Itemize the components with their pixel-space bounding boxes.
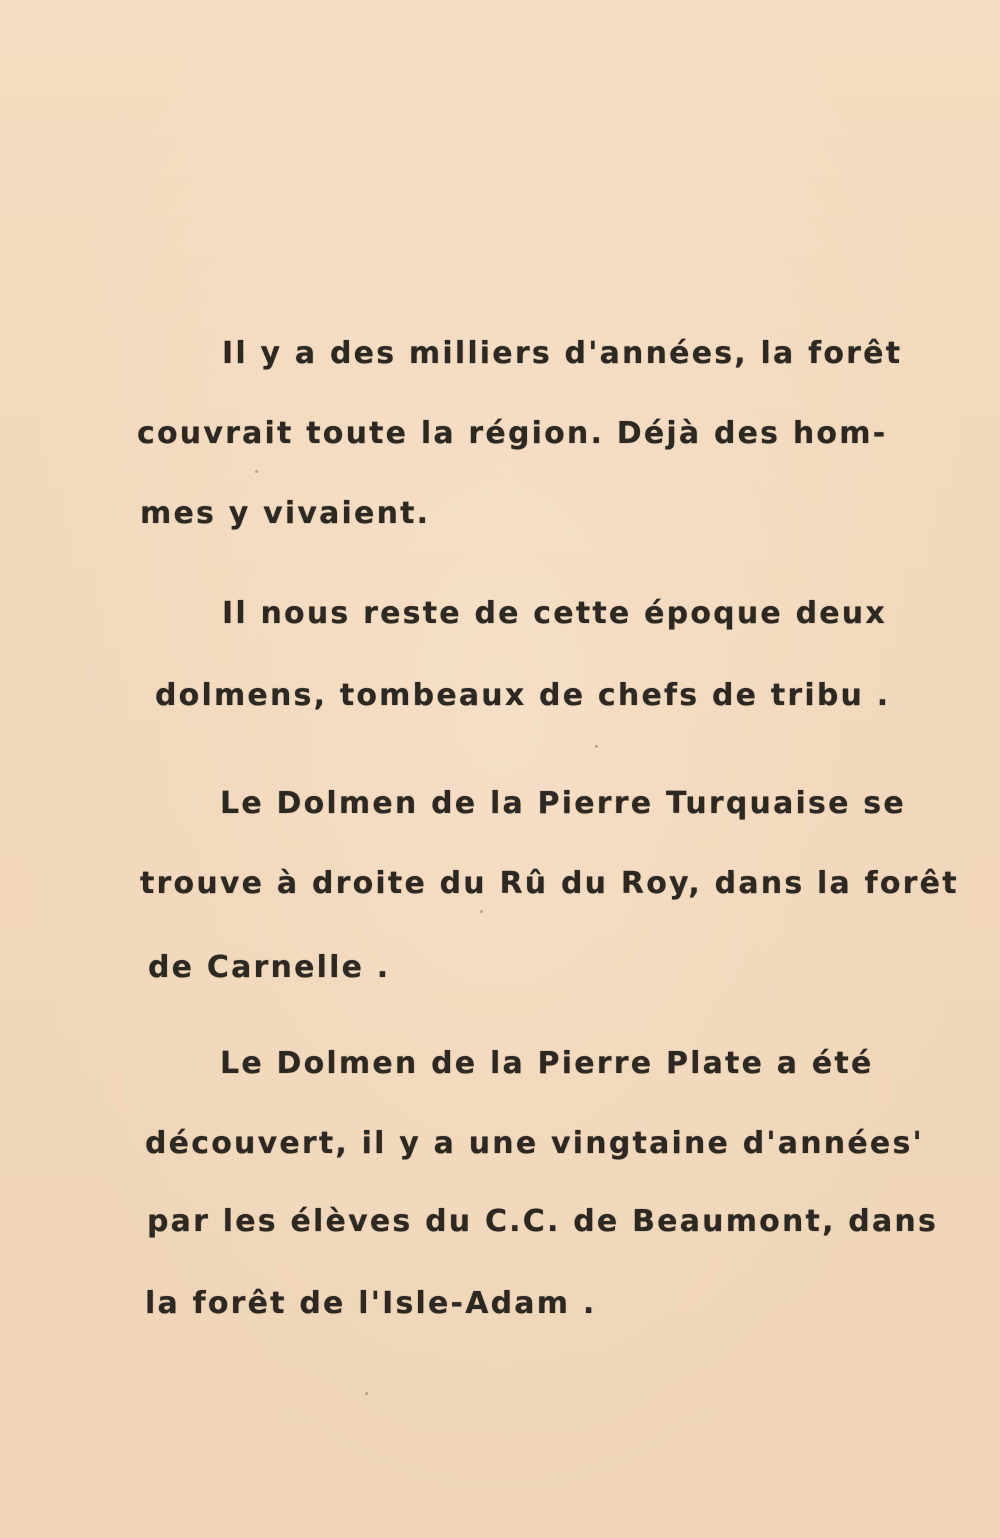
paper-speck (595, 745, 598, 748)
paragraph-4-line-4: la forêt de l'Isle-Adam . (145, 1286, 597, 1321)
paragraph-4-line-3: par les élèves du C.C. de Beaumont, dans (147, 1204, 939, 1239)
paragraph-3-line-2: trouve à droite du Rû du Roy, dans la forêt (140, 866, 959, 901)
paragraph-3-line-1: Le Dolmen de la Pierre Turquaise se (220, 786, 906, 821)
paragraph-4-line-1: Le Dolmen de la Pierre Plate a été (220, 1046, 874, 1081)
paper-speck (480, 910, 483, 913)
paragraph-1-line-2: couvrait toute la région. Déjà des hom- (137, 416, 888, 451)
paragraph-2-line-2: dolmens, tombeaux de chefs de tribu . (155, 678, 891, 713)
paper-speck (255, 470, 258, 473)
paragraph-4-line-2: découvert, il y a une vingtaine d'années' (145, 1126, 924, 1161)
paragraph-2-line-1: Il nous reste de cette époque deux (222, 596, 887, 631)
paragraph-3-line-3: de Carnelle . (148, 950, 391, 985)
paragraph-1-line-3: mes y vivaient. (140, 496, 431, 531)
paper-speck (365, 1392, 368, 1395)
paragraph-1-line-1: Il y a des milliers d'années, la forêt (222, 336, 903, 371)
